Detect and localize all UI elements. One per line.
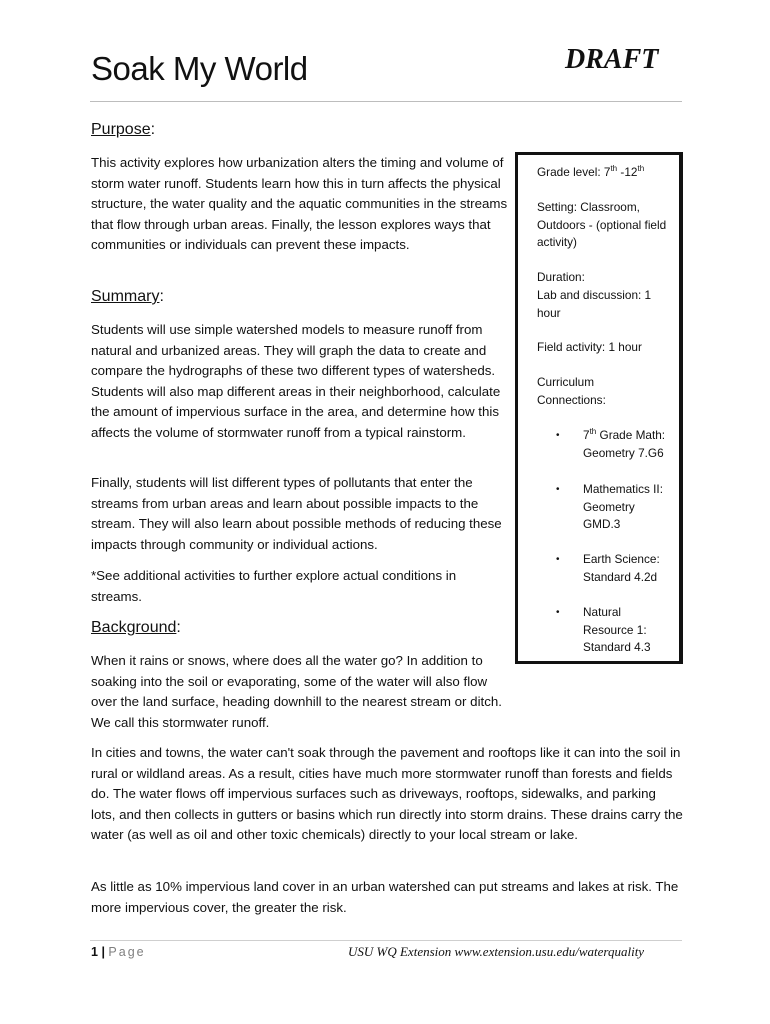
background-paragraph-3: As little as 10% impervious land cover in an urban watershed can put streams and lakes at risk. The more impervious cover, the greater the risk. xyxy=(91,879,679,915)
summary-paragraph-1: Students will use simple watershed models to measure runoff from natural and urbanized areas. They will graph the data to create and compare the hydrographs of these two different types of watersheds. Students will also map different areas in their neighborhood, calculate the amount of impervious surface in the area, and determine how this affects the volume of stormwater runoff from a typical rainstorm. xyxy=(91,322,501,440)
purpose-paragraph: This activity explores how urbanization alters the timing and volume of storm water runoff. Students learn how this in turn affects the physical structure, the water quality and the aquatic communities in the streams that flow through urban areas. Finally, the lesson explores ways that communities or individuals can prevent these impacts. xyxy=(91,155,508,252)
duration-label: Duration: xyxy=(537,270,585,284)
curriculum-label: Curriculum Connections: xyxy=(537,375,606,407)
background-paragraph-2: In cities and towns, the water can't soak through the pavement and rooftops like it can into the soil in rural or wildland areas. As a result, cities have much more stormwater runoff than forests and fields do. The water flows off impervious surfaces such as driveways, rooftops, sidewalks, and parking lots, and then collects in gutters or basins which run directly into storm drains. These drains carry the water (as well as oil and other toxic chemicals) directly to your local stream or lake. xyxy=(91,745,683,842)
background-paragraph-1: When it rains or snows, where does all the water go? In addition to soaking into the soil or evaporating, some of the water will also flow over the land surface, heading downhill to the nearest stream or ditch. We call this stormwater runoff. xyxy=(91,653,502,730)
grade-level: Grade level: 7th -12th xyxy=(537,164,645,179)
page-number: 1 | Page xyxy=(91,945,146,959)
summary-paragraph-2: Finally, students will list different types of pollutants that enter the streams from urban areas and learn about possible impacts to the stream. They will also learn about possible methods of reducing these impacts through community or individual actions. xyxy=(91,475,502,552)
footer-divider xyxy=(90,940,682,941)
title-divider xyxy=(90,101,682,102)
summary-heading: Summary: xyxy=(91,288,164,305)
summary-paragraph-3: *See additional activities to further explore actual conditions in streams. xyxy=(91,568,457,604)
footer-credit: USU WQ Extension www.extension.usu.edu/waterquality xyxy=(348,944,645,959)
duration-lab: Lab and discussion: 1 hour xyxy=(537,288,652,320)
purpose-heading: Purpose: xyxy=(91,121,156,138)
lesson-info-box: Grade level: 7th -12th Setting: Classroom, Outdoors - (optional field activity) Duration: Lab and discussion: 1 hour Field activity: 1 hour Curriculum Connections: • 7th Grade Math: Geometry 7.G6 • Mathematics II: Geometry GMD.3 • Earth Science: Standard 4.2d • Natural Resource 1: Standard 4.3 xyxy=(515,152,683,664)
draft-stamp: DRAFT xyxy=(565,44,659,75)
background-heading: Background: xyxy=(91,619,181,636)
setting: Setting: Classroom, Outdoors - (optional field activity) xyxy=(537,200,667,249)
duration-field: Field activity: 1 hour xyxy=(537,340,642,354)
document-title: Soak My World xyxy=(91,50,308,87)
